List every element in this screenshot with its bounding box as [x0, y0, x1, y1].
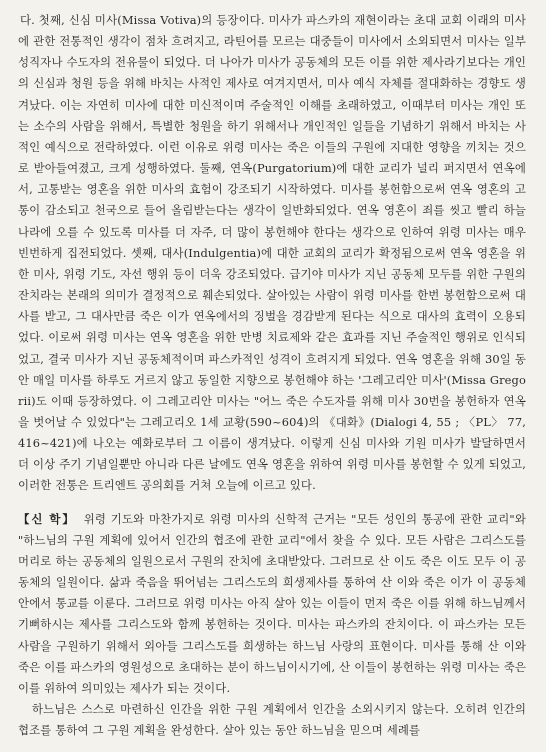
paragraph-gap — [18, 497, 526, 509]
body-paragraph-history: 다. 첫째, 신심 미사(Missa Votiva)의 등장이다. 미사가 파스카의 재현이라는 초대 교회 이래의 미사에 관한 전통적인 생각이 점차 흐려지고, 라틴어를 모르는 대중들이 미사에서 소외되면서 미사는 일부 성직자나 수도자의 전유물이 되었다. 더 나아가 미사가 공동체의 모든 이를 위한 제사라기보다는 개인의 신심과 청원 등을 위해 바치는 사적인 제사로 여겨지면서, 미사 예식 자체를 절대화하는 경향도 생겨났다. 이는 자연히 미사에 대한 미신적이며 주술적인 이해를 초래하였고, 이때부터 미사는 개인 또는 소수의 사람을 위해서, 특별한 청원을 하기 위해서나 개인적인 일들을 기념하기 위해서 바치는 사적인 예식으로 전락하였다. 이런 이유로 위령 미사는 죽은 이들의 구원에 지대한 영향을 끼치는 것으로 받아들여졌고, 크게 성행하였다. 둘째, 연옥(Purgatorium)에 대한 교리가 널리 퍼지면서 연옥에서, 고통받는 영혼을 위한 미사의 효험이 강조되기 시작하였다. 미사를 봉헌함으로써 연옥 영혼의 고통이 감소되고 천국으로 들어 올림받는다는 생각이 일반화되었다. 연옥 영혼이 죄를 씻고 빨리 하늘 나라에 오를 수 있도록 미사를 더 자주, 더 많이 봉헌해야 한다는 생각으로 인하여 위령 미사는 매우 빈번하게 집전되었다. 셋째, 대사(Indulgentia)에 대한 교회의 교리가 확정됨으로써 연옥 영혼을 위한 미사, 위령 기도, 자선 행위 등이 더욱 강조되었다. 급기야 미사가 지닌 공동체 모두를 위한 구원의 잔치라는 본래의 의미가 결정적으로 훼손되었다. 살아있는 사람이 위령 미사를 한번 봉헌함으로써 대사를 받고, 그 대사만큼 죽은 이가 연옥에서의 징벌을 경감받게 된다는 식으로 대사의 효력이 오용되었다. 이로써 위령 미사는 연옥 영혼을 위한 만병 치료제와 같은 효과를 지닌 주술적인 행위로 인식되었고, 결국 미사가 지닌 공동체적이며 파스카적인 성격이 흐려지게 되었다. 연옥 영혼을 위해 30일 동안 매일 미사를 하루도 거르지 않고 동일한 지향으로 봉헌해야 하는 '그레고리안 미사'(Missa Gregorii)도 이때 등장하였다. 이 그레고리안 미사는 "어느 죽은 수도자를 위해 미사 30번을 봉헌하자 연옥을 벗어날 수 있었다"는 그레고리오 1세 교황(590~604)의 《대화》(Dialogi 4, 55 ; 〈PL〉 77, 416~421)에 나오는 예화로부터 그 이름이 생겨났다. 이렇게 신심 미사와 기원 미사가 발달하면서 더 이상 주기 기념일뿐만 아니라 다른 날에도 연옥 영혼을 위하여 위령 미사를 봉헌할 수 있게 되었고, 이러한 전통은 트리엔트 공의회를 거쳐 오늘에 이르고 있다. — [18, 13, 526, 493]
body-paragraph-cooperation: 하느님은 스스로 마련하신 인간을 위한 구원 계획에서 인간을 소외시키지 않는다. 오히려 인간의 협조를 통하여 그 구원 계획을 완성한다. 살아 있는 동안 하느님을 믿으며 세례를 — [18, 702, 526, 738]
theology-text: 위령 기도와 마찬가지로 위령 미사의 신학적 근거는 "모든 성인의 통공에 관한 교리"와 "하느님의 구원 계획에 있어서 인간의 협조에 관한 교리"에서 찾을 수 있다. 모든 사람은 그리스도를 머리로 하는 공동체의 일원으로서 구원의 잔치에 초대받았다. 그러므로 산 이도 죽은 이도 모두 이 공동체의 일원이다. 삶과 죽음을 뛰어넘는 그리스도의 희생제사를 통하여 산 이와 죽은 이가 이 공동체 안에서 통교를 이룬다. 그러므로 위령 미사는 아직 살아 있는 이들이 먼저 죽은 이를 위해 하느님께서 기뻐하시는 제사를 그리스도와 함께 봉헌하는 것이다. 미사는 파스카의 잔치이다. 이 파스카는 모든 사람을 구원하기 위해서 외아들 그리스도를 희생하는 하느님 사랑의 표현이다. 미사를 통해 산 이와 죽은 이를 파스카의 영원성으로 초대하는 분이 하느님이시기에, 산 이들이 봉헌하는 위령 미사는 죽은 이를 위하여 의미있는 제사가 되는 것이다. — [18, 511, 526, 695]
section-heading-theology: 【신 학】 — [18, 511, 76, 526]
body-paragraph-theology — [18, 509, 526, 699]
